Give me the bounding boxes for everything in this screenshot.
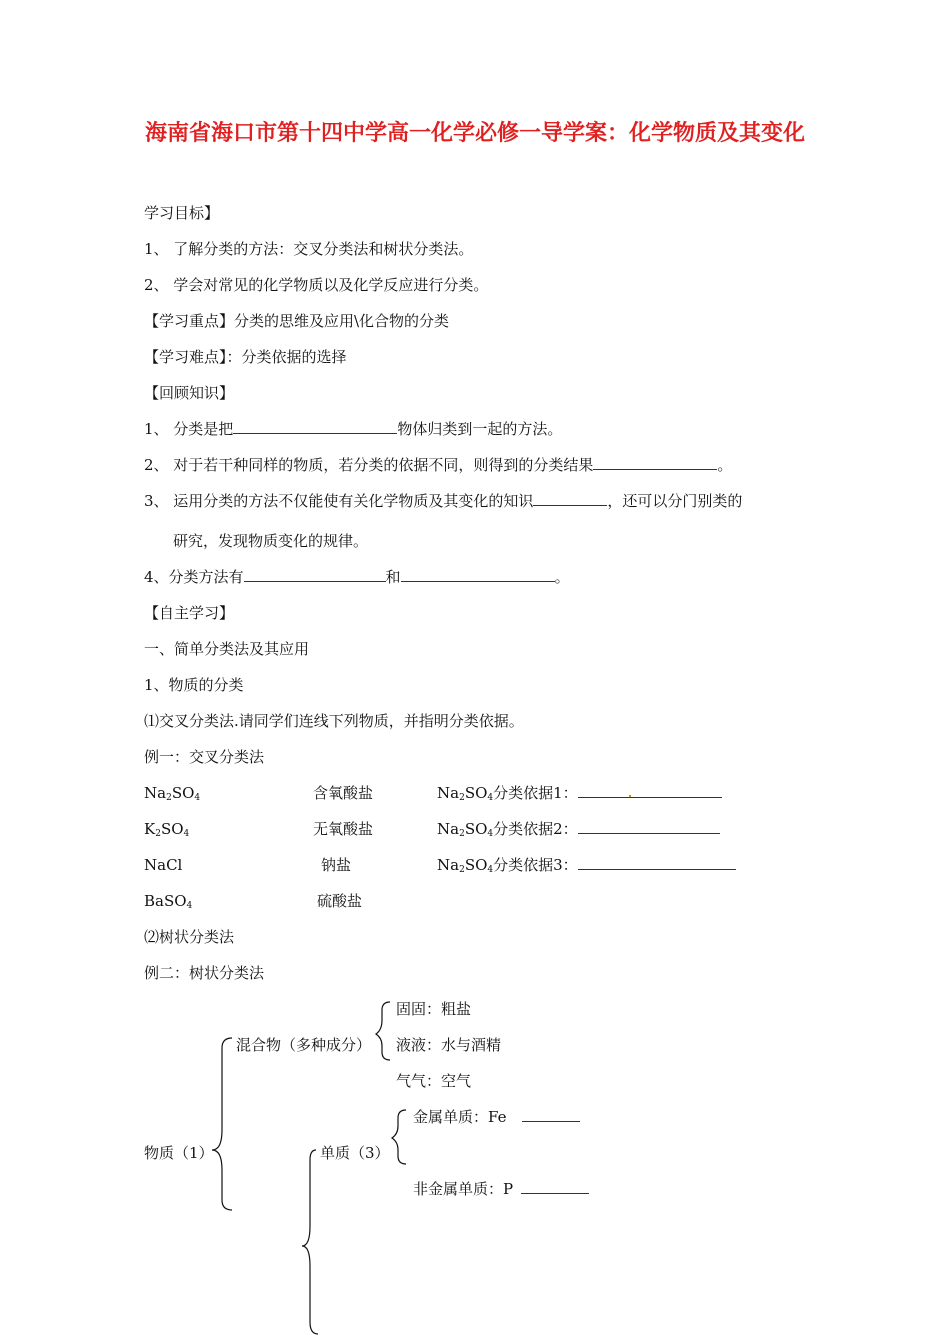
section-1-title: 一、简单分类法及其应用 <box>144 640 310 658</box>
q4-text-mid: 和 <box>385 568 401 586</box>
q2-text-end: 。 <box>717 456 733 474</box>
q2-text-start: 2、 对于若干种同样的物质，若分类的依据不同，则得到的分类结果 <box>144 456 594 474</box>
difficulty: 【学习难点】：分类依据的选择 <box>144 348 347 366</box>
tree-mixture: 混合物（多种成分） <box>236 1036 372 1054</box>
basis-1: $Na_2SO_4$分类依据1： <box>437 782 722 809</box>
q3-text-mid: ，还可以分门别类的 <box>607 492 743 510</box>
tree-nonmetal: 非金属单质：P <box>413 1178 589 1200</box>
tree-mix-liquid: 液液：水与酒精 <box>396 1036 502 1054</box>
q1-text-end: 物体归类到一起的方法。 <box>397 420 563 438</box>
example-1-title: 例一：交叉分类法 <box>144 748 265 766</box>
q1-text-start: 1、 分类是把 <box>144 420 234 438</box>
tree-element: 单质（3） <box>320 1144 390 1162</box>
q3-text-start: 3、 运用分类的方法不仅能使有关化学物质及其变化的知识 <box>144 492 534 510</box>
substance-k2so4[interactable]: $K_2SO_4$ <box>144 820 190 839</box>
tree-root: 物质（1） <box>144 1144 214 1162</box>
tree-classification-intro: ⑵树状分类法 <box>144 928 235 946</box>
key-point: 【学习重点】分类的思维及应用\化合物的分类 <box>144 312 450 330</box>
brace-element <box>392 1110 406 1164</box>
page-title: 海南省海口市第十四中学高一化学必修一导学案：化学物质及其变化 <box>144 121 805 146</box>
category-anaerobic-salt[interactable]: 无氧酸盐 <box>313 820 374 838</box>
subsection-1-title: 1、物质的分类 <box>144 676 244 694</box>
brace-mixture <box>376 1002 390 1060</box>
example-2-title: 例二：树状分类法 <box>144 964 265 982</box>
stray-dot <box>629 795 631 797</box>
category-oxyacid-salt[interactable]: 含氧酸盐 <box>313 784 374 802</box>
review-heading: 【回顾知识】 <box>144 384 235 402</box>
brace-substance <box>302 1150 318 1334</box>
q4-text-start: 4、分类方法有 <box>144 568 244 586</box>
category-sodium-salt[interactable]: 钠盐 <box>321 856 352 874</box>
self-study-heading: 【自主学习】 <box>144 604 235 622</box>
objective-1: 1、 了解分类的方法：交叉分类法和树状分类法。 <box>144 240 474 258</box>
tree-metal: 金属单质：Fe <box>413 1106 580 1128</box>
basis-2: $Na_2SO_4$分类依据2： <box>437 818 720 845</box>
tree-mix-solid: 固固：粗盐 <box>396 1000 472 1018</box>
substance-nacl[interactable]: NaCl <box>144 856 183 874</box>
objective-2: 2、 学会对常见的化学物质以及化学反应进行分类。 <box>144 276 489 294</box>
objectives-heading: 学习目标】 <box>144 204 220 222</box>
substance-na2so4[interactable]: $Na_2SO_4$ <box>144 784 201 803</box>
cross-classification-intro: ⑴交叉分类法.请同学们连线下列物质，并指明分类依据。 <box>144 712 524 730</box>
review-question-3-cont: 研究，发现物质变化的规律。 <box>173 532 369 550</box>
substance-baso4[interactable]: BaSO$_4$ <box>144 892 193 911</box>
q4-text-end: 。 <box>554 568 570 586</box>
brace-root <box>212 1038 232 1210</box>
category-sulfate[interactable]: 硫酸盐 <box>317 892 363 910</box>
tree-mix-gas: 气气：空气 <box>396 1072 472 1090</box>
basis-3: $Na_2SO_4$分类依据3： <box>437 854 736 881</box>
